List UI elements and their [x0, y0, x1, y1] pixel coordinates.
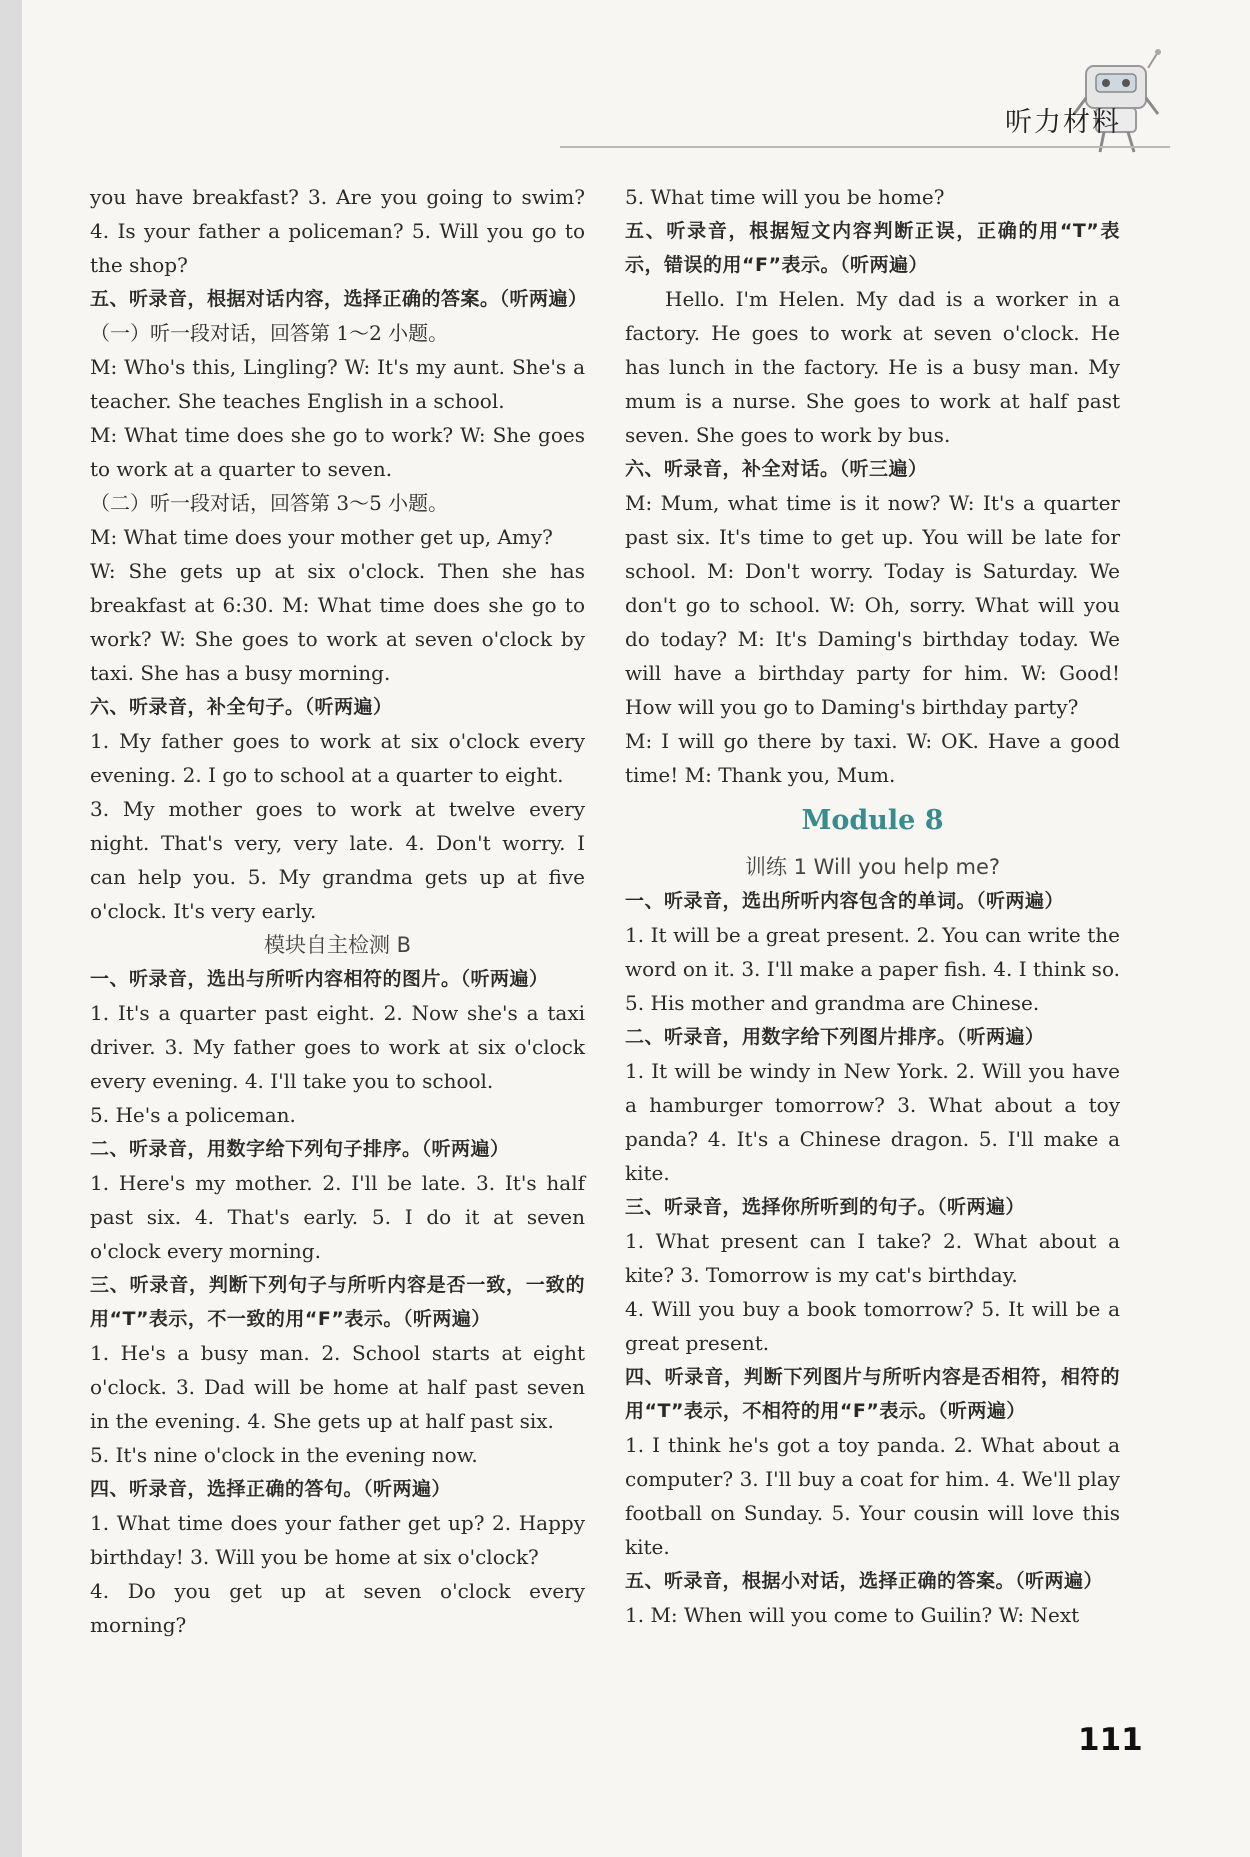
body-text: W: She gets up at six o'clock. Then she has breakfast at 6:30. M: What time does she go to work? W: She goes to work at seven o'clock by taxi. She has a busy morning.	[90, 559, 585, 685]
body-text: 1. I think he's got a toy panda. 2. What about a computer? 3. I'll buy a coat for him. 4. We'll play football on Sunday. 5. Your cousin will love this kite.	[625, 1433, 1120, 1559]
body-text: 5. It's nine o'clock in the evening now.	[90, 1443, 478, 1467]
section-heading: 五、听录音，根据短文内容判断正误，正确的用“T”表示，错误的用“F”表示。（听两遍）	[625, 220, 1120, 276]
section-heading: 一、听录音，选出所听内容包含的单词。（听两遍）	[625, 890, 1065, 912]
page-number: 111	[1078, 1722, 1143, 1758]
section-heading: 一、听录音，选出与所听内容相符的图片。（听两遍）	[90, 968, 549, 990]
section-heading: 四、听录音，选择正确的答句。（听两遍）	[90, 1478, 452, 1500]
body-text: （一）听一段对话，回答第 1～2 小题。	[90, 321, 449, 345]
section-heading: 三、听录音，判断下列句子与所听内容是否一致，一致的用“T”表示，不一致的用“F”表示。（听两遍）	[90, 1274, 585, 1330]
body-text: 1. He's a busy man. 2. School starts at eight o'clock. 3. Dad will be home at half past seven in the evening. 4. She gets up at half past six.	[90, 1341, 585, 1433]
body-text: 1. It will be a great present. 2. You can write the word on it. 3. I'll make a paper fish. 4. I think so. 5. His mother and grandma are Chinese.	[625, 923, 1120, 1015]
body-text: 1. What present can I take? 2. What about a kite? 3. Tomorrow is my cat's birthday.	[625, 1229, 1120, 1287]
body-text: 1. M: When will you come to Guilin? W: Next	[625, 1603, 1080, 1627]
section-heading: 四、听录音，判断下列图片与所听内容是否相符，相符的用“T”表示，不相符的用“F”表示。（听两遍）	[625, 1366, 1120, 1422]
body-text: M: Mum, what time is it now? W: It's a quarter past six. It's time to get up. You will be late for school. M: Don't worry. Today is Saturday. We don't go to school. W: Oh, sorry. What will you do today? M: It's Daming's birthday today. We will have a birthday party for him. W: Good! How will you go to Daming's birthday party?	[625, 491, 1120, 719]
body-text: （二）听一段对话，回答第 3～5 小题。	[90, 491, 449, 515]
right-column	[625, 180, 1120, 1632]
section-heading: 二、听录音，用数字给下列句子排序。（听两遍）	[90, 1138, 510, 1160]
body-text: 5. He's a policeman.	[90, 1103, 296, 1127]
unit-subtitle: 训练 1 Will you help me?	[744, 855, 1001, 879]
section-heading: 六、听录音，补全对话。（听三遍）	[625, 458, 928, 480]
header-title: 听力材料	[1005, 107, 1121, 138]
header-divider	[560, 146, 1170, 148]
body-text: 5. What time will you be home?	[625, 185, 945, 209]
body-text: 1. My father goes to work at six o'clock every evening. 2. I go to school at a quarter to eight.	[90, 729, 585, 787]
unit-subtitle: 模块自主检测 B	[263, 933, 412, 957]
body-text: M: What time does she go to work? W: She goes to work at a quarter to seven.	[90, 423, 585, 481]
section-heading: 五、听录音，根据对话内容，选择正确的答案。（听两遍）	[90, 288, 588, 310]
body-text: M: Who's this, Lingling? W: It's my aunt. She's a teacher. She teaches English in a school.	[90, 355, 585, 413]
module-title: Module 8	[801, 805, 944, 836]
body-text: 1. What time does your father get up? 2. Happy birthday! 3. Will you be home at six o'clock?	[90, 1511, 585, 1569]
left-column	[90, 180, 588, 1642]
body-text: 1. Here's my mother. 2. I'll be late. 3. It's half past six. 4. That's early. 5. I do it at seven o'clock every morning.	[90, 1171, 585, 1263]
body-text: 1. It's a quarter past eight. 2. Now she's a taxi driver. 3. My father goes to work at six o'clock every evening. 4. I'll take you to school.	[90, 1001, 585, 1093]
passage-text: Hello. I'm Helen. My dad is a worker in a factory. He goes to work at seven o'clock. He has lunch in the factory. He is a busy man. My mum is a nurse. She goes to work at half past seven. She goes to work by bus.	[625, 287, 1120, 447]
page-edge-shadow	[0, 0, 22, 1857]
body-text: you have breakfast? 3. Are you going to swim? 4. Is your father a policeman? 5. Will you go to the shop?	[90, 185, 585, 277]
section-heading: 三、听录音，选择你所听到的句子。（听两遍）	[625, 1196, 1026, 1218]
body-text: M: I will go there by taxi. W: OK. Have a good time! M: Thank you, Mum.	[625, 729, 1120, 787]
section-heading: 二、听录音，用数字给下列图片排序。（听两遍）	[625, 1026, 1045, 1048]
body-text: 4. Will you buy a book tomorrow? 5. It will be a great present.	[625, 1297, 1120, 1355]
body-text: 4. Do you get up at seven o'clock every morning?	[90, 1579, 585, 1637]
body-text: 1. It will be windy in New York. 2. Will you have a hamburger tomorrow? 3. What about a toy panda? 4. It's a Chinese dragon. 5. I'll make a kite.	[625, 1059, 1120, 1185]
section-heading: 五、听录音，根据小对话，选择正确的答案。（听两遍）	[625, 1570, 1104, 1592]
section-heading: 六、听录音，补全句子。（听两遍）	[90, 696, 393, 718]
body-text: 3. My mother goes to work at twelve every night. That's very, very late. 4. Don't worry. I can help you. 5. My grandma gets up at five o'clock. It's very early.	[90, 797, 585, 923]
body-text: M: What time does your mother get up, Amy?	[90, 525, 553, 549]
